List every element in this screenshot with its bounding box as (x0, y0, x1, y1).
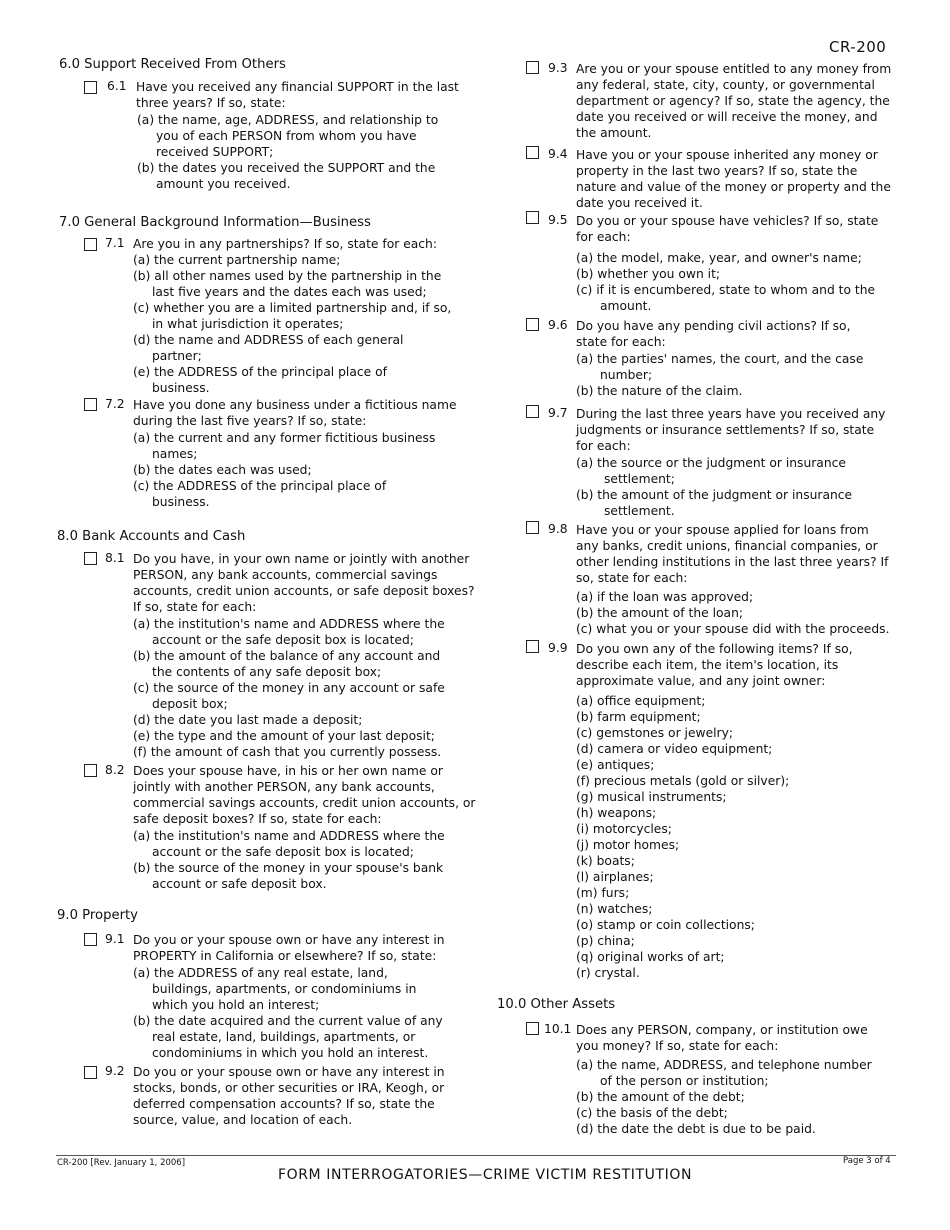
question-text-line: Are you or your spouse entitled to any money from (576, 62, 892, 76)
sub-item-line: (a) the name, ADDRESS, and telephone number (576, 1058, 872, 1072)
checkbox-9.6[interactable] (526, 318, 539, 331)
question-text-line: deferred compensation accounts? If so, state the (133, 1097, 435, 1111)
question-text-line: Are you in any partnerships? If so, state for each: (133, 237, 437, 251)
question-text-line: Does any PERSON, company, or institution owe (576, 1023, 868, 1037)
question-text-line: Have you or your spouse inherited any money or (576, 148, 878, 162)
sub-item-line: business. (152, 495, 210, 509)
sub-item-line: (a) the institution's name and ADDRESS where the (133, 617, 445, 631)
checkbox-7.1[interactable] (84, 238, 97, 251)
sub-item-line: (e) the ADDRESS of the principal place of (133, 365, 387, 379)
sub-item-line: (a) the current partnership name; (133, 253, 341, 267)
sub-item-line: (c) if it is encumbered, state to whom and to the (576, 283, 876, 297)
sub-item-line: (c) the basis of the debt; (576, 1106, 728, 1120)
checkbox-6.1[interactable] (84, 81, 97, 94)
question-text-line: approximate value, and any joint owner: (576, 674, 826, 688)
sub-item-line: (q) original works of art; (576, 950, 725, 964)
sub-item-line: (b) the nature of the claim. (576, 384, 743, 398)
form-id: CR-200 (829, 38, 887, 56)
sub-item-line: (f) precious metals (gold or silver); (576, 774, 790, 788)
sub-item-line: (b) the dates each was used; (133, 463, 312, 477)
question-text-line: If so, state for each: (133, 600, 257, 614)
question-text-line: describe each item, the item's location, its (576, 658, 839, 672)
sub-item-line: condominiums in which you hold an interest. (152, 1046, 429, 1060)
question-text-line: safe deposit boxes? If so, state for each: (133, 812, 382, 826)
section-title: 7.0 General Background Information—Business (59, 215, 371, 230)
question-number: 6.1 (107, 79, 127, 93)
sub-item-line: (r) crystal. (576, 966, 640, 980)
sub-item-line: buildings, apartments, or condominiums in (152, 982, 417, 996)
question-text-line: Do you own any of the following items? If so, (576, 642, 853, 656)
sub-item-line: (a) the current and any former fictitious business (133, 431, 436, 445)
sub-item-line: (b) all other names used by the partnership in the (133, 269, 442, 283)
footer-revision: CR-200 [Rev. January 1, 2006] (57, 1158, 186, 1168)
sub-item-line: (j) motor homes; (576, 838, 680, 852)
question-text-line: stocks, bonds, or other securities or IRA, Keogh, or (133, 1081, 445, 1095)
question-number: 8.1 (105, 551, 125, 565)
sub-item-line: (c) gemstones or jewelry; (576, 726, 734, 740)
sub-item-line: (a) the source or the judgment or insurance (576, 456, 846, 470)
checkbox-10.1[interactable] (526, 1022, 539, 1035)
question-number: 9.3 (548, 61, 568, 75)
question-text-line: you money? If so, state for each: (576, 1039, 779, 1053)
sub-item-line: in what jurisdiction it operates; (152, 317, 344, 331)
question-text-line: three years? If so, state: (136, 96, 286, 110)
question-text-line: commercial savings accounts, credit union accounts, or (133, 796, 476, 810)
question-text-line: Do you or your spouse own or have any interest in (133, 1065, 445, 1079)
question-number: 9.1 (105, 932, 125, 946)
sub-item-line: (d) the date you last made a deposit; (133, 713, 363, 727)
sub-item-line: the contents of any safe deposit box; (152, 665, 382, 679)
sub-item-line: (n) watches; (576, 902, 653, 916)
question-text-line: Have you received any financial SUPPORT in the last (136, 80, 459, 94)
checkbox-9.3[interactable] (526, 61, 539, 74)
checkbox-9.5[interactable] (526, 211, 539, 224)
checkbox-8.2[interactable] (84, 764, 97, 777)
sub-item-line: (p) china; (576, 934, 635, 948)
question-text-line: state for each: (576, 335, 666, 349)
sub-item-line: (f) the amount of cash that you currently possess. (133, 745, 442, 759)
sub-item-line: amount you received. (156, 177, 291, 191)
sub-item-line: real estate, land, buildings, apartments, or (152, 1030, 416, 1044)
sub-item-line: (o) stamp or coin collections; (576, 918, 755, 932)
sub-item-line: (i) motorcycles; (576, 822, 672, 836)
sub-item-line: (b) farm equipment; (576, 710, 701, 724)
sub-item-line: amount. (600, 299, 652, 313)
sub-item-line: (m) furs; (576, 886, 630, 900)
sub-item-line: received SUPPORT; (156, 145, 274, 159)
question-text-line: PERSON, any bank accounts, commercial savings (133, 568, 438, 582)
question-text-line: date you received or will receive the money, and (576, 110, 878, 124)
question-text-line: Do you or your spouse have vehicles? If so, state (576, 214, 879, 228)
sub-item-line: (b) the amount of the debt; (576, 1090, 745, 1104)
checkbox-9.2[interactable] (84, 1066, 97, 1079)
sub-item-line: (b) the source of the money in your spouse's bank (133, 861, 444, 875)
question-text-line: during the last five years? If so, state: (133, 414, 367, 428)
sub-item-line: last five years and the dates each was used; (152, 285, 427, 299)
sub-item-line: partner; (152, 349, 202, 363)
sub-item-line: (a) if the loan was approved; (576, 590, 754, 604)
question-text-line: source, value, and location of each. (133, 1113, 353, 1127)
sub-item-line: (c) the ADDRESS of the principal place of (133, 479, 387, 493)
question-text-line: jointly with another PERSON, any bank accounts, (133, 780, 435, 794)
checkbox-7.2[interactable] (84, 398, 97, 411)
question-number: 9.4 (548, 147, 568, 161)
sub-item-line: (g) musical instruments; (576, 790, 727, 804)
question-text-line: Have you done any business under a fictitious name (133, 398, 457, 412)
checkbox-9.8[interactable] (526, 521, 539, 534)
question-text-line: for each: (576, 230, 631, 244)
footer-page-number: Page 3 of 4 (843, 1156, 891, 1166)
question-text-line: department or agency? If so, state the agency, the (576, 94, 890, 108)
section-title: 9.0 Property (57, 908, 138, 923)
section-title: 10.0 Other Assets (497, 997, 616, 1012)
question-number: 7.2 (105, 397, 125, 411)
question-text-line: nature and value of the money or property and the (576, 180, 891, 194)
sub-item-line: (a) the ADDRESS of any real estate, land, (133, 966, 388, 980)
sub-item-line: settlement; (604, 472, 675, 486)
footer-form-title: FORM INTERROGATORIES—CRIME VICTIM RESTITUTION (277, 1167, 693, 1183)
sub-item-line: (a) office equipment; (576, 694, 706, 708)
checkbox-9.7[interactable] (526, 405, 539, 418)
question-number: 7.1 (105, 236, 125, 250)
sub-item-line: (e) antiques; (576, 758, 655, 772)
question-text-line: any federal, state, city, county, or governmental (576, 78, 875, 92)
checkbox-9.9[interactable] (526, 640, 539, 653)
question-text-line: judgments or insurance settlements? If so, state (576, 423, 875, 437)
sub-item-line: deposit box; (152, 697, 228, 711)
sub-item-line: settlement. (604, 504, 675, 518)
footer-rule (56, 1155, 896, 1156)
sub-item-line: (a) the model, make, year, and owner's name; (576, 251, 862, 265)
question-text-line: Do you or your spouse own or have any interest in (133, 933, 445, 947)
section-title: 8.0 Bank Accounts and Cash (57, 529, 246, 544)
question-number: 9.6 (548, 318, 568, 332)
sub-item-line: account or the safe deposit box is located; (152, 845, 414, 859)
question-text-line: so, state for each: (576, 571, 688, 585)
question-text-line: Do you have any pending civil actions? If so, (576, 319, 851, 333)
checkbox-8.1[interactable] (84, 552, 97, 565)
sub-item-line: (b) the date acquired and the current value of any (133, 1014, 443, 1028)
sub-item-line: (c) what you or your spouse did with the proceeds. (576, 622, 890, 636)
checkbox-9.1[interactable] (84, 933, 97, 946)
question-number: 9.2 (105, 1064, 125, 1078)
sub-item-line: (b) whether you own it; (576, 267, 721, 281)
sub-item-line: (a) the name, age, ADDRESS, and relationship to (137, 113, 439, 127)
sub-item-line: (b) the amount of the judgment or insurance (576, 488, 853, 502)
sub-item-line: (h) weapons; (576, 806, 657, 820)
question-text-line: PROPERTY in California or elsewhere? If so, state: (133, 949, 437, 963)
sub-item-line: number; (600, 368, 653, 382)
sub-item-line: (c) the source of the money in any account or safe (133, 681, 445, 695)
sub-item-line: which you hold an interest; (152, 998, 320, 1012)
question-text-line: property in the last two years? If so, state the (576, 164, 858, 178)
question-text-line: for each: (576, 439, 631, 453)
sub-item-line: (l) airplanes; (576, 870, 654, 884)
sub-item-line: (e) the type and the amount of your last deposit; (133, 729, 435, 743)
sub-item-line: (d) camera or video equipment; (576, 742, 773, 756)
question-number: 9.7 (548, 406, 568, 420)
sub-item-line: you of each PERSON from whom you have (156, 129, 417, 143)
sub-item-line: (b) the amount of the balance of any account and (133, 649, 441, 663)
sub-item-line: account or safe deposit box. (152, 877, 327, 891)
sub-item-line: of the person or institution; (600, 1074, 769, 1088)
section-title: 6.0 Support Received From Others (59, 57, 286, 72)
question-number: 8.2 (105, 763, 125, 777)
question-text-line: Do you have, in your own name or jointly with another (133, 552, 470, 566)
question-number: 10.1 (544, 1022, 572, 1036)
question-text-line: any banks, credit unions, financial companies, or (576, 539, 878, 553)
question-text-line: accounts, credit union accounts, or safe deposit boxes? (133, 584, 475, 598)
question-text-line: During the last three years have you received any (576, 407, 886, 421)
sub-item-line: names; (152, 447, 198, 461)
question-number: 9.8 (548, 522, 568, 536)
question-text-line: the amount. (576, 126, 652, 140)
sub-item-line: business. (152, 381, 210, 395)
question-text-line: Does your spouse have, in his or her own name or (133, 764, 443, 778)
sub-item-line: (d) the name and ADDRESS of each general (133, 333, 404, 347)
sub-item-line: (c) whether you are a limited partnership and, if so, (133, 301, 452, 315)
question-text-line: other lending institutions in the last three years? If (576, 555, 889, 569)
sub-item-line: (b) the dates you received the SUPPORT and the (137, 161, 436, 175)
question-number: 9.9 (548, 641, 568, 655)
sub-item-line: (a) the institution's name and ADDRESS where the (133, 829, 445, 843)
question-number: 9.5 (548, 213, 568, 227)
question-text-line: date you received it. (576, 196, 703, 210)
sub-item-line: account or the safe deposit box is located; (152, 633, 414, 647)
sub-item-line: (k) boats; (576, 854, 635, 868)
sub-item-line: (b) the amount of the loan; (576, 606, 744, 620)
sub-item-line: (d) the date the debt is due to be paid. (576, 1122, 816, 1136)
checkbox-9.4[interactable] (526, 146, 539, 159)
sub-item-line: (a) the parties' names, the court, and the case (576, 352, 864, 366)
question-text-line: Have you or your spouse applied for loans from (576, 523, 869, 537)
